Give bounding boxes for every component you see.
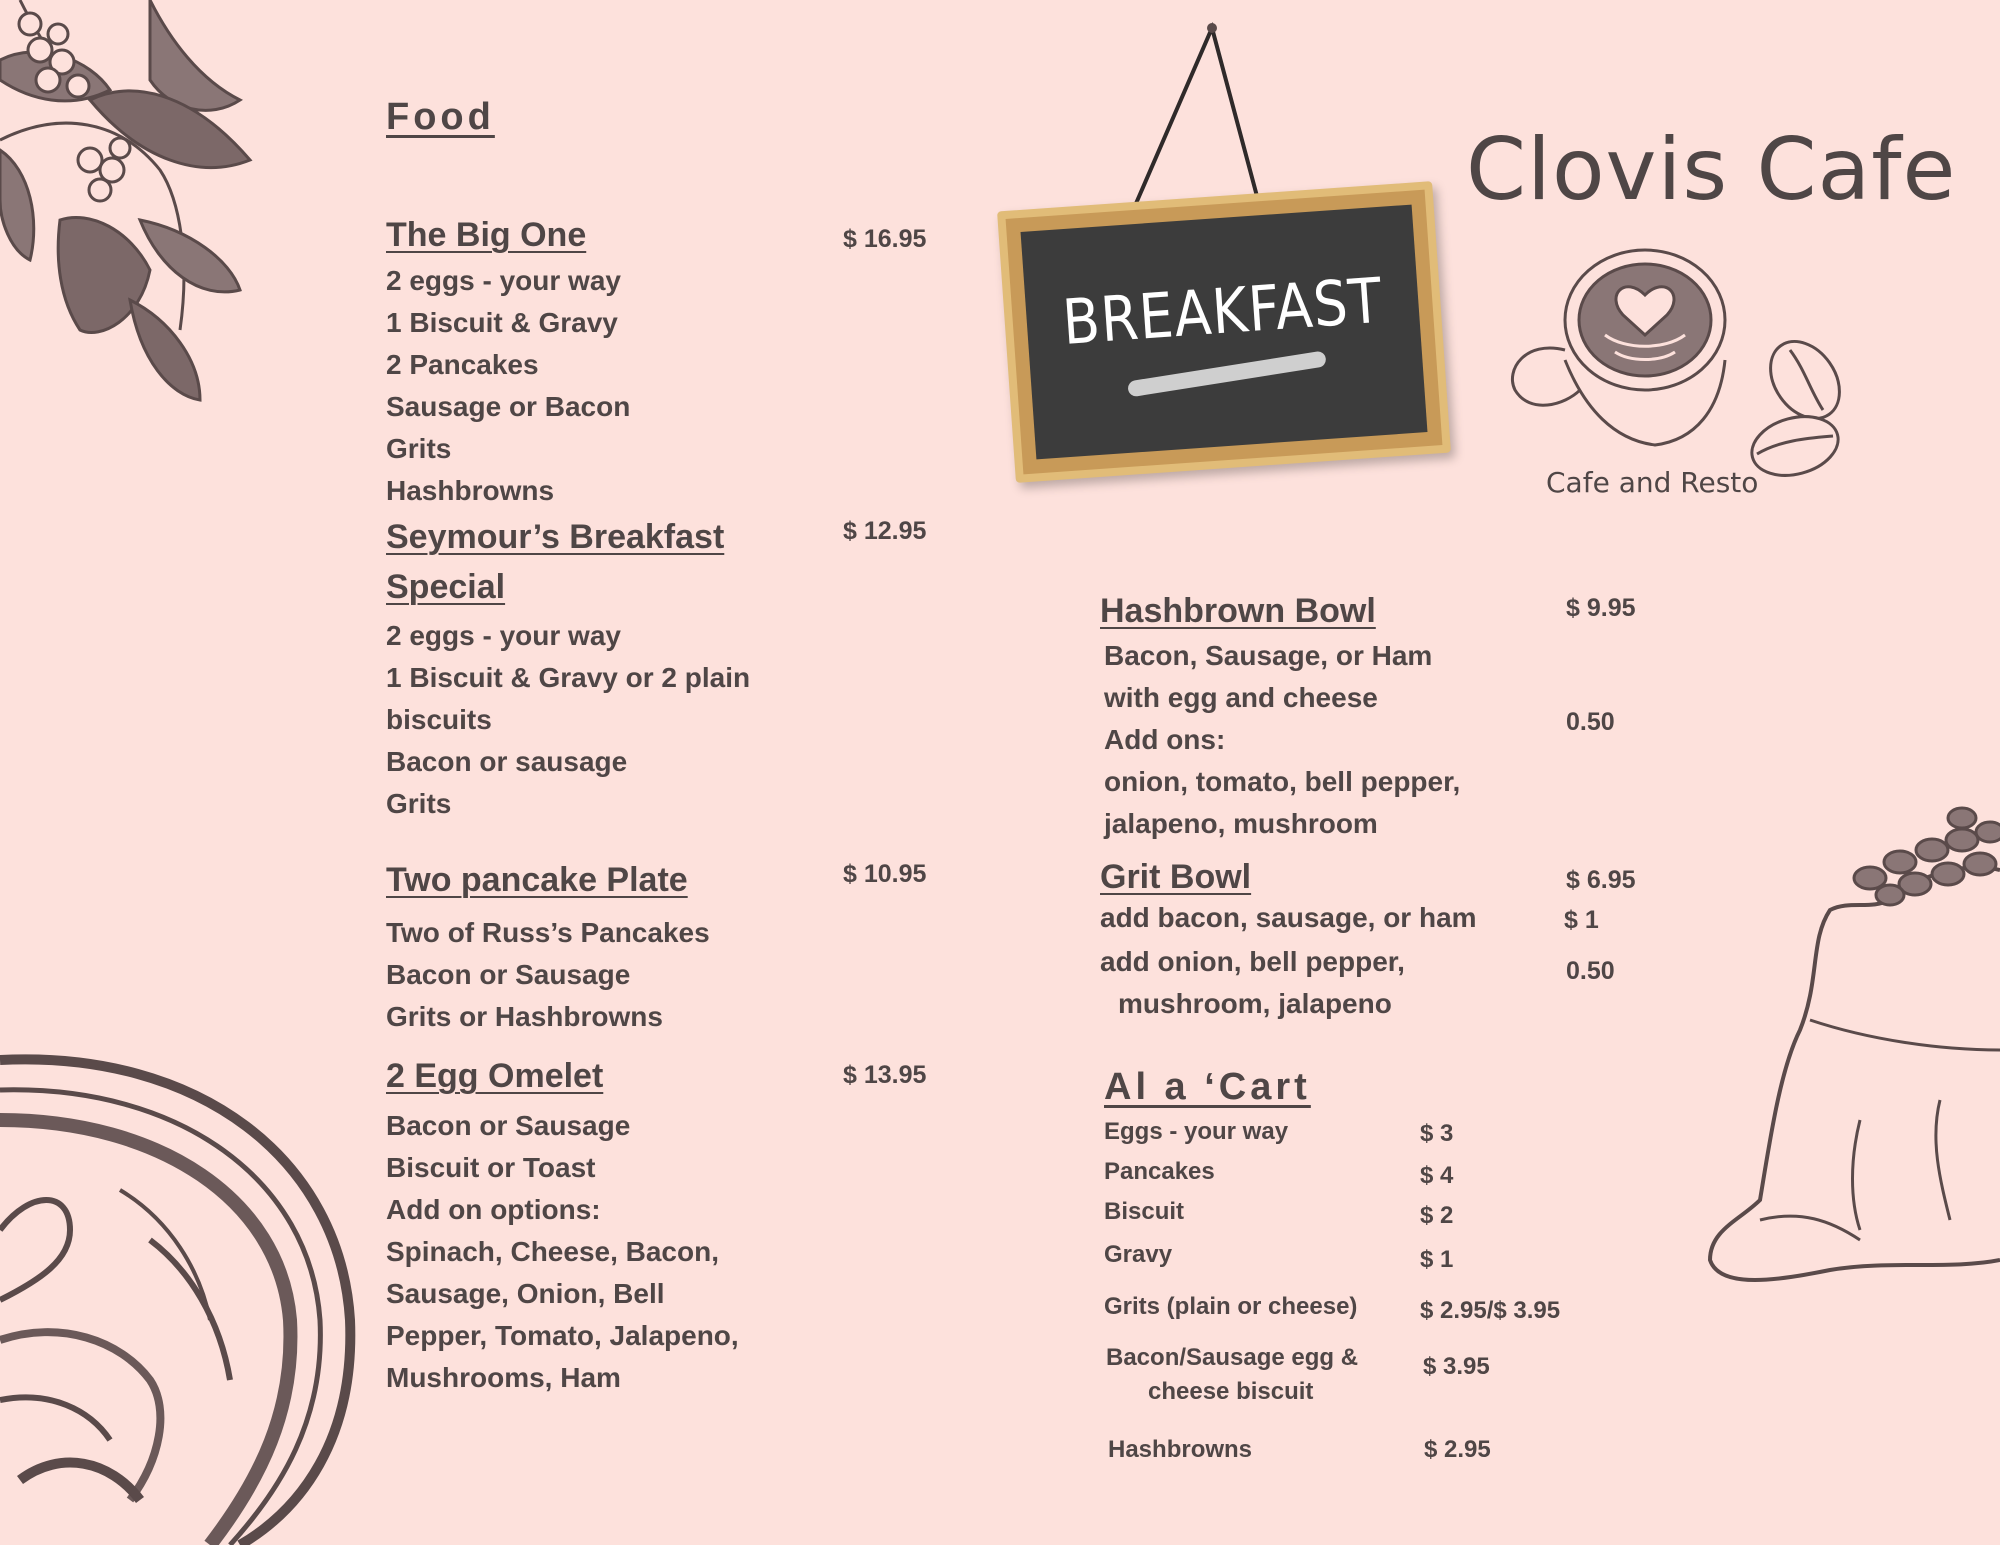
alacart-item-price: $ 3	[1420, 1120, 1454, 1147]
menu-item-line: Biscuit or Toast	[386, 1152, 596, 1183]
food-heading: Food	[386, 96, 495, 138]
menu-item-line: Mushrooms, Ham	[386, 1362, 621, 1393]
menu-item-title: The Big One	[386, 216, 587, 254]
menu-item-line: 1 Biscuit & Gravy or 2 plain	[386, 662, 751, 693]
menu-item-line: Add on options:	[386, 1194, 601, 1225]
menu-item-line: Grits	[386, 433, 452, 464]
menu-item-line: add onion, bell pepper,	[1100, 946, 1405, 977]
hashbrown-bowl-price: $ 9.95	[1566, 594, 1636, 622]
alacart-item-name: Grits (plain or cheese)	[1104, 1293, 1358, 1320]
menu-item-line: Pepper, Tomato, Jalapeno,	[386, 1320, 739, 1351]
menu-item-line: Bacon or sausage	[386, 746, 628, 777]
addon-price: 0.50	[1566, 957, 1615, 985]
alacart-item-name: Biscuit	[1104, 1198, 1185, 1225]
menu-item-line: Hashbrowns	[386, 475, 555, 506]
alacart-item-name: Eggs - your way	[1104, 1118, 1289, 1145]
menu-item-line: Two of Russ’s Pancakes	[386, 917, 710, 948]
menu-item-title: Two pancake Plate	[386, 861, 688, 899]
menu-item-price: $ 13.95	[843, 1061, 927, 1089]
menu-item-title-continued: Special	[386, 568, 506, 606]
menu-item-line: mushroom, jalapeno	[1118, 988, 1392, 1019]
sign-title: BREAKFAST	[1060, 264, 1385, 359]
alacart-item-name: Pancakes	[1104, 1158, 1215, 1185]
menu-item-line: 2 eggs - your way	[386, 620, 621, 651]
menu-item-line: 2 Pancakes	[386, 349, 539, 380]
menu-item-line: Sausage or Bacon	[386, 391, 631, 422]
breakfast-chalkboard-sign	[997, 181, 1451, 483]
cafe-name: Clovis Cafe	[1466, 120, 1957, 220]
hashbrown-bowl-title: Hashbrown Bowl	[1100, 592, 1376, 630]
menu-item-line: Spinach, Cheese, Bacon,	[386, 1236, 719, 1267]
coffee-branch-illustration	[0, 0, 270, 420]
alacart-heading: Al a ‘Cart	[1104, 1066, 1311, 1108]
alacart-item-name-continued: cheese biscuit	[1148, 1378, 1314, 1405]
menu-item-line: 1 Biscuit & Gravy	[386, 307, 618, 338]
grit-bowl-price: $ 6.95	[1566, 866, 1636, 894]
cafe-tagline: Cafe and Resto	[1546, 466, 1759, 499]
menu-item-price: $ 10.95	[843, 860, 927, 888]
menu-item-line: Sausage, Onion, Bell	[386, 1278, 665, 1309]
alacart-item-price: $ 1	[1420, 1246, 1454, 1273]
menu-item-line: Bacon, Sausage, or Ham	[1104, 640, 1433, 671]
menu-item-price: $ 12.95	[843, 517, 927, 545]
chalk-smudge	[1127, 350, 1327, 397]
grit-bowl-title: Grit Bowl	[1100, 858, 1252, 896]
alacart-item-name: Bacon/Sausage egg &	[1106, 1344, 1359, 1371]
coffee-cup-beans-illustration	[1505, 240, 1890, 490]
menu-item-line: onion, tomato, bell pepper,	[1104, 766, 1461, 797]
menu-item-line: 2 eggs - your way	[386, 265, 621, 296]
menu-item-title: Seymour’s Breakfast	[386, 518, 725, 556]
menu-item-line: Grits	[386, 788, 452, 819]
coffee-bean-sack-illustration	[1700, 800, 2000, 1300]
menu-item-line: Add ons:	[1104, 724, 1226, 755]
menu-item-line: biscuits	[386, 704, 492, 735]
menu-item-line: Bacon or Sausage	[386, 1110, 631, 1141]
sign-hanging-string	[1120, 20, 1280, 220]
alacart-item-name: Hashbrowns	[1108, 1436, 1253, 1463]
alacart-item-price: $ 3.95	[1423, 1353, 1490, 1380]
alacart-item-price: $ 2.95	[1424, 1436, 1491, 1463]
alacart-item-price: $ 2	[1420, 1202, 1454, 1229]
alacart-item-name: Gravy	[1104, 1241, 1173, 1268]
latte-art-illustration	[0, 1040, 360, 1545]
menu-item-title: 2 Egg Omelet	[386, 1057, 604, 1095]
chalkboard-surface	[1021, 205, 1428, 460]
menu-item-line: Grits or Hashbrowns	[386, 1001, 663, 1032]
menu-item-price: $ 16.95	[843, 225, 927, 253]
alacart-item-price: $ 2.95/$ 3.95	[1420, 1297, 1561, 1324]
addon-price: 0.50	[1566, 708, 1615, 736]
menu-item-line: Bacon or Sausage	[386, 959, 631, 990]
addon-price: $ 1	[1564, 906, 1599, 934]
menu-item-line: jalapeno, mushroom	[1104, 808, 1378, 839]
menu-item-line: with egg and cheese	[1104, 682, 1378, 713]
menu-item-line: add bacon, sausage, or ham	[1100, 902, 1477, 933]
alacart-item-price: $ 4	[1420, 1162, 1454, 1189]
